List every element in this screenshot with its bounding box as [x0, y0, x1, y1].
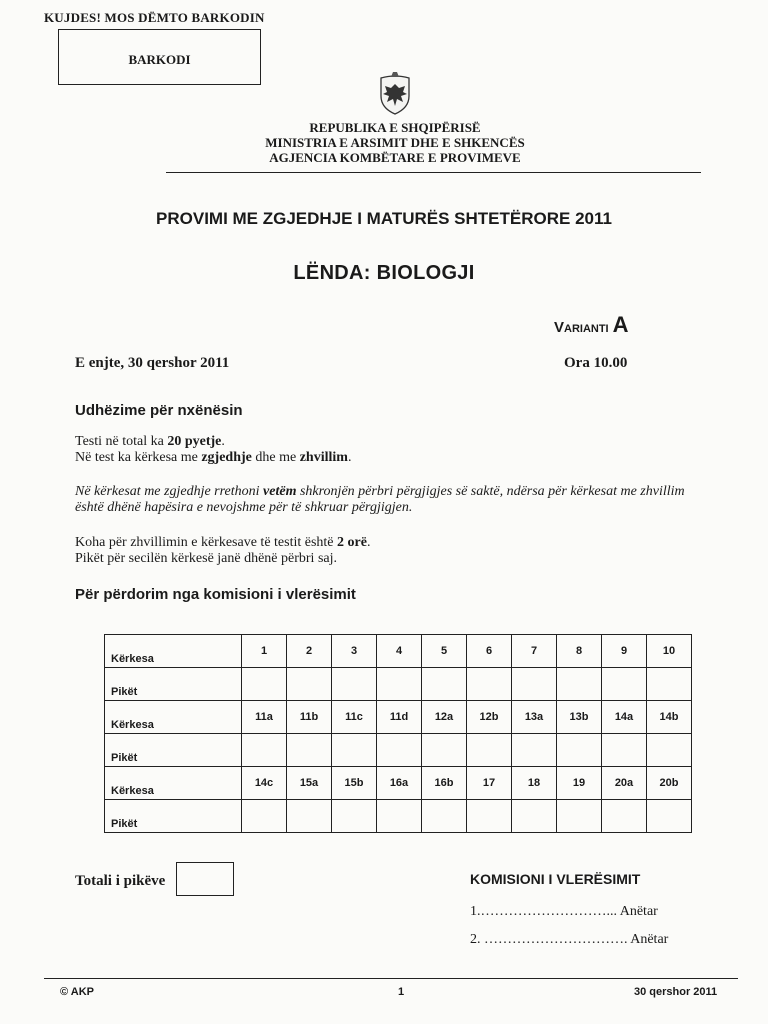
points-row-label: Pikët: [105, 800, 242, 833]
task-row: [105, 701, 692, 734]
points-row: [105, 734, 692, 767]
task-number-cell: 13a: [512, 701, 557, 734]
points-row-label: Pikët: [105, 668, 242, 701]
emphasis: 2 orë: [337, 535, 367, 550]
exam-subject: LËNDA: BIOLOGJI: [293, 262, 475, 284]
points-input-cell[interactable]: [332, 668, 377, 701]
commission-heading: KOMISIONI I VLERËSIMIT: [470, 871, 641, 887]
task-number-cell: 2: [287, 635, 332, 668]
task-number-cell: 12a: [422, 701, 467, 734]
points-input-cell[interactable]: [467, 668, 512, 701]
points-input-cell[interactable]: [287, 668, 332, 701]
variant-letter: A: [612, 312, 629, 337]
text: .: [366, 535, 371, 550]
republic-line-3: AGJENCIA KOMBËTARE E PROVIMEVE: [269, 150, 521, 165]
points-input-cell[interactable]: [512, 800, 557, 833]
exam-time: Ora 10.00: [564, 355, 628, 371]
task-number-cell: 15a: [287, 767, 332, 800]
points-input-cell[interactable]: [647, 800, 692, 833]
instructions-paragraph-2: [75, 484, 715, 516]
instructions-heading: Udhëzime për nxënësin: [75, 402, 243, 419]
text: Në test ka kërkesa me: [75, 450, 202, 465]
text: shkronjën përbri përgjigjes së saktë, ndërsa për kërkesat me zhvillim është dhënë hapësira e nevojshme për të shkruar përgjigjen.: [75, 484, 685, 515]
points-row: [105, 668, 692, 701]
task-number-cell: 6: [467, 635, 512, 668]
points-input-cell[interactable]: [647, 734, 692, 767]
points-input-cell[interactable]: [512, 668, 557, 701]
task-number-cell: 17: [467, 767, 512, 800]
task-number-cell: 5: [422, 635, 467, 668]
task-number-cell: 20b: [647, 767, 692, 800]
points-input-cell[interactable]: [557, 800, 602, 833]
scoring-table: [104, 634, 692, 833]
header-divider: [166, 172, 701, 173]
task-number-cell: 11d: [377, 701, 422, 734]
points-input-cell[interactable]: [242, 800, 287, 833]
task-number-cell: 13b: [557, 701, 602, 734]
text: .: [347, 450, 352, 465]
emphasis: zgjedhje: [201, 450, 252, 465]
emphasis: vetëm: [263, 484, 297, 499]
text: dhe me: [251, 450, 300, 465]
task-number-cell: 3: [332, 635, 377, 668]
task-row-label: Kërkesa: [105, 701, 242, 734]
points-input-cell[interactable]: [602, 800, 647, 833]
exam-title: PROVIMI ME ZGJEDHJE I MATURËS SHTETËRORE 2011: [156, 209, 612, 228]
footer-page-number: 1: [398, 986, 405, 998]
points-input-cell[interactable]: [377, 668, 422, 701]
points-input-cell[interactable]: [287, 734, 332, 767]
variant-word: Varianti: [554, 319, 609, 336]
republic-line-1: REPUBLIKA E SHQIPËRISË: [309, 120, 481, 135]
instructions-paragraph-1: [75, 434, 715, 466]
points-row: [105, 800, 692, 833]
text: Koha për zhvillimin e kërkesave të testit është: [75, 535, 338, 550]
text: Testi në total ka: [75, 434, 168, 449]
task-number-cell: 19: [557, 767, 602, 800]
points-input-cell[interactable]: [332, 800, 377, 833]
task-row-label: Kërkesa: [105, 635, 242, 668]
commission-member-1: 1.………………………... Anëtar: [470, 904, 658, 919]
points-input-cell[interactable]: [557, 734, 602, 767]
emphasis: 20 pyetje: [167, 434, 222, 449]
task-number-cell: 7: [512, 635, 557, 668]
task-number-cell: 14c: [242, 767, 287, 800]
task-number-cell: 20a: [602, 767, 647, 800]
task-number-cell: 1: [242, 635, 287, 668]
points-row-label: Pikët: [105, 734, 242, 767]
barcode-box: [58, 29, 261, 85]
republic-line-2: MINISTRIA E ARSIMIT DHE E SHKENCËS: [265, 135, 525, 150]
text: Në kërkesat me zgjedhje rrethoni: [75, 484, 264, 499]
task-number-cell: 16a: [377, 767, 422, 800]
points-input-cell[interactable]: [512, 734, 557, 767]
task-number-cell: 18: [512, 767, 557, 800]
points-input-cell[interactable]: [467, 800, 512, 833]
points-input-cell[interactable]: [602, 668, 647, 701]
commission-member-2: 2. …………………………. Anëtar: [470, 932, 669, 947]
points-input-cell[interactable]: [332, 734, 377, 767]
task-row: [105, 767, 692, 800]
scoring-heading: Për përdorim nga komisioni i vlerësimit: [75, 586, 356, 603]
points-input-cell[interactable]: [647, 668, 692, 701]
task-number-cell: 8: [557, 635, 602, 668]
footer-date: 30 qershor 2011: [634, 986, 718, 998]
footer-divider: [44, 978, 738, 979]
text: Pikët për secilën kërkesë janë dhënë përbri saj.: [75, 551, 338, 566]
points-input-cell[interactable]: [557, 668, 602, 701]
points-input-cell[interactable]: [467, 734, 512, 767]
points-input-cell[interactable]: [242, 734, 287, 767]
barcode-label: BARKODI: [128, 52, 191, 67]
task-row-label: Kërkesa: [105, 767, 242, 800]
task-row: [105, 635, 692, 668]
points-input-cell[interactable]: [377, 734, 422, 767]
emphasis: zhvillim: [299, 450, 348, 465]
points-input-cell[interactable]: [422, 800, 467, 833]
task-number-cell: 14a: [602, 701, 647, 734]
exam-date: E enjte, 30 qershor 2011: [75, 355, 230, 371]
total-points-box[interactable]: [176, 862, 234, 896]
task-number-cell: 15b: [332, 767, 377, 800]
task-number-cell: 11b: [287, 701, 332, 734]
task-number-cell: 4: [377, 635, 422, 668]
task-number-cell: 11a: [242, 701, 287, 734]
task-number-cell: 11c: [332, 701, 377, 734]
task-number-cell: 9: [602, 635, 647, 668]
instructions-paragraph-3: [75, 535, 715, 567]
footer-copyright: © AKP: [60, 986, 94, 998]
points-input-cell[interactable]: [377, 800, 422, 833]
points-input-cell[interactable]: [287, 800, 332, 833]
total-points-label: Totali i pikëve: [75, 873, 166, 889]
albanian-eagle-emblem-icon: [373, 72, 417, 116]
barcode-warning: KUJDES! MOS DËMTO BARKODIN: [44, 10, 265, 25]
variant-label: [554, 312, 629, 338]
task-number-cell: 14b: [647, 701, 692, 734]
task-number-cell: 12b: [467, 701, 512, 734]
points-input-cell[interactable]: [242, 668, 287, 701]
points-input-cell[interactable]: [602, 734, 647, 767]
points-input-cell[interactable]: [422, 734, 467, 767]
task-number-cell: 16b: [422, 767, 467, 800]
text: .: [221, 434, 225, 449]
task-number-cell: 10: [647, 635, 692, 668]
points-input-cell[interactable]: [422, 668, 467, 701]
